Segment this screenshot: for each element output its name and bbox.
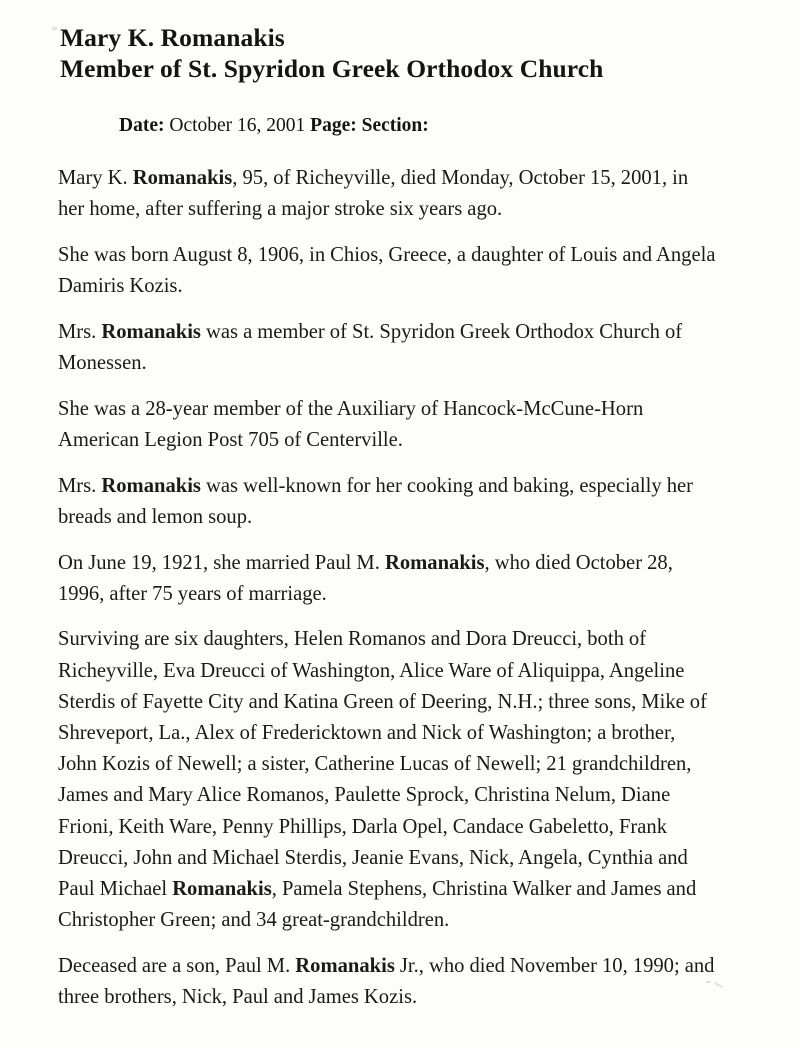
text-run: Deceased are a son, Paul M. <box>58 954 296 977</box>
text-run: , 95, of Richeyville, died Monday, October 15, 2001, in her home, after suffering a major stroke six years ago. <box>58 167 689 221</box>
surname-emphasis: Romanakis <box>295 954 395 977</box>
surname-emphasis: Romanakis <box>132 167 233 189</box>
text-run: , who died October 28, 1996, after 75 years of marriage. <box>58 551 673 605</box>
paragraph-marriage <box>58 548 716 610</box>
paragraph-birth <box>58 240 716 302</box>
text-run: was well-known for her cooking and baking, especially her breads and lemon soup. <box>58 474 694 528</box>
title-line-name: Mary K. Romanakis <box>60 23 285 52</box>
section-label: Section: <box>361 115 429 136</box>
text-run: , Pamela Stephens, Christina Walker and James and Christopher Green; and 34 great-grandchildren. <box>58 878 697 932</box>
text-run: She was born August 8, 1906, in Chios, Greece, a daughter of Louis and Angela Damiris Kozis. <box>58 243 716 298</box>
paragraph-deceased-relatives <box>58 951 716 1013</box>
text-run: was a member of St. Spyridon Greek Orthodox Church of Monessen. <box>58 320 683 375</box>
obituary-body <box>58 163 716 1013</box>
page-title <box>60 22 716 84</box>
text-run: Mrs. <box>58 320 102 343</box>
text-run: Mrs. <box>58 474 102 497</box>
text-run: Surviving are six daughters, Helen Romanos and Dora Dreucci, both of Richeyville, Eva Dreucci of Washington, Alice Ware of Aliquippa, Angeline Sterdis of Fayette City and Katina Green of Deering, N.H.; three sons, Mike of Shreveport, La., Alex of Fredericktown and Nick of Washington; a brother, John Kozis of Newell; a sister, Catherine Lucas of Newell; 21 grandchildren, James and Mary Alice Romanos, Paulette Sprock, Christina Nelum, Diane Frioni, Keith Ware, Penny Phillips, Darla Opel, Candace Gabeletto, Frank Dreucci, John and Michael Sterdis, Jeanie Evans, Nick, Angela, Cynthia and Paul Michael <box>58 628 707 901</box>
paragraph-legion-auxiliary <box>58 394 716 456</box>
page-label: Page: <box>310 115 357 136</box>
paragraph-survivors <box>58 624 716 936</box>
paragraph-cooking <box>58 471 716 533</box>
text-run: Mary K. <box>58 167 133 189</box>
text-run: On June 19, 1921, she married Paul M. <box>58 551 385 574</box>
paragraph-death-notice <box>58 163 716 225</box>
text-run: She was a 28-year member of the Auxiliary of Hancock-McCune-Horn American Legion Post 705 of Centerville. <box>58 397 644 451</box>
surname-emphasis: Romanakis <box>101 474 201 497</box>
dateline <box>119 113 716 139</box>
text-run: Jr., who died November 10, 1990; and three brothers, Nick, Paul and James Kozis. <box>58 954 715 1009</box>
paragraph-church-membership <box>58 317 716 379</box>
date-value: October 16, 2001 <box>169 115 306 136</box>
surname-emphasis: Romanakis <box>172 878 272 901</box>
scan-artifact <box>52 26 58 31</box>
surname-emphasis: Romanakis <box>101 320 201 343</box>
surname-emphasis: Romanakis <box>384 551 485 574</box>
date-label: Date: <box>119 115 165 136</box>
title-line-affiliation: Member of St. Spyridon Greek Orthodox Church <box>60 54 604 83</box>
